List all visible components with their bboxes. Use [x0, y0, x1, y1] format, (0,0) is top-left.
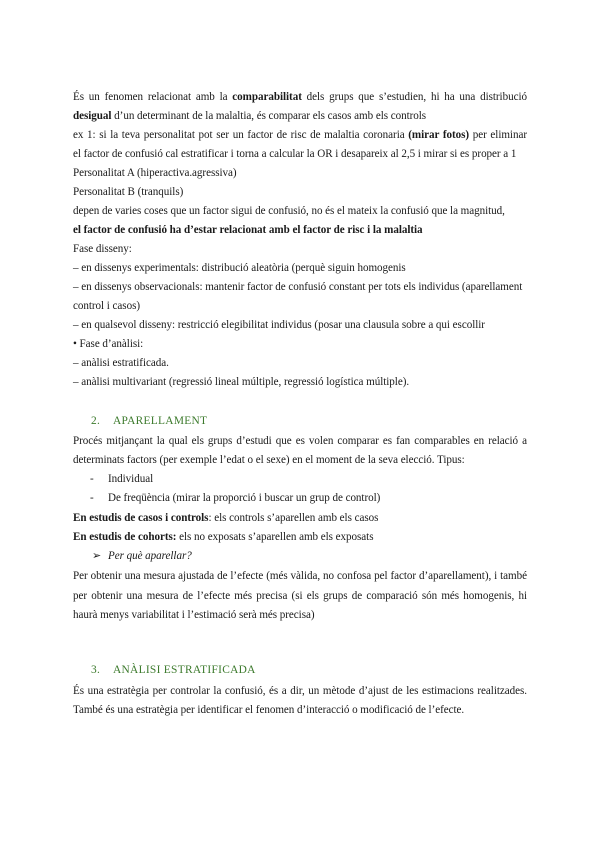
text-fragment: per eliminar — [469, 129, 527, 141]
personalitat-a: Personalitat A (hiperactiva.agressiva) — [73, 167, 237, 179]
estudis-casos-controls — [73, 511, 527, 525]
dash-bullet: - — [90, 492, 94, 504]
analisi-multivariant: – anàlisi multivariant (regressió lineal múltiple, regressió logística múltiple). — [73, 376, 410, 388]
tipus-individual — [90, 472, 544, 486]
obtenir-line-1: Per obtenir una mesura ajustada de l’efecte (més vàlida, no confosa pel factor d’aparellament), i també — [73, 570, 527, 582]
proces-line-1: Procés mitjançant la qual els grups d’estudi que es volen comparar es fan comparables en relació a — [73, 435, 527, 447]
bold-term-casos-controls: En estudis de casos i controls — [73, 512, 209, 524]
text-fragment: ex 1: si la teva personalitat pot ser un factor de risc de malaltia coronaria — [73, 129, 409, 141]
bold-term-desigual: desigual — [73, 110, 112, 122]
obtenir-line-2: per obtenir una mesura de l’efecte més precisa (si els grups de comparació són més homogenis, hi — [73, 590, 527, 602]
section-heading-aparellament — [91, 414, 545, 428]
factor-confusio-bold: el factor de confusió ha d’estar relacionat amb el factor de risc i la malaltia — [73, 224, 423, 236]
intro-line-1 — [73, 90, 527, 104]
proces-line-2: determinats factors (per exemple l’edat o el sexe) en el moment de la seva elecció. Tipus: — [73, 454, 465, 466]
example-line-2: el factor de confusió cal estratificar i torna a calcular la OR i desapareix al 2,5 i mirar si es proper a 1 — [73, 148, 517, 160]
section-number: 2. — [91, 415, 101, 427]
section-title: APARELLAMENT — [113, 415, 208, 427]
bold-term-comparabilitat: comparabilitat — [232, 91, 302, 103]
disseny-observacionals-2: control i casos) — [73, 300, 140, 312]
list-item-text: De freqüència (mirar la proporció i buscar un grup de control) — [108, 492, 381, 504]
per-que-aparellar — [92, 549, 546, 563]
text-fragment: dels grups que s’estudien, hi ha una distribució — [301, 91, 527, 103]
text-fragment: : els controls s’aparellen amb els casos — [208, 512, 379, 524]
list-item-text: Individual — [108, 473, 154, 485]
estrat-line-1: És una estratègia per controlar la confusió, és a dir, un mètode d’ajust de les estimacions realitzades. — [73, 685, 527, 697]
arrow-bullet-icon: ➢ — [92, 550, 102, 562]
depen-line: depen de varies coses que un factor sigui de confusió, no és el mateix la confusió que la magnitud, — [73, 205, 505, 217]
text-fragment: d’un determinant de la malaltia, és comparar els casos amb els controls — [111, 110, 427, 122]
text-fragment: És un fenomen relacionat amb la — [73, 91, 233, 103]
text-fragment: els no exposats s’aparellen amb els exposats — [176, 531, 374, 543]
section-title: ANÀLISI ESTRATIFICADA — [113, 664, 256, 676]
disseny-experimentals: – en dissenys experimentals: distribució aleatòria (perquè siguin homogenis — [73, 262, 406, 274]
italic-question: Per què aparellar? — [108, 550, 192, 562]
analisi-estratificada: – anàlisi estratificada. — [73, 357, 169, 369]
section-number: 3. — [91, 664, 101, 676]
intro-line-2 — [73, 109, 527, 123]
bold-term-cohorts: En estudis de cohorts: — [73, 531, 177, 543]
section-heading-analisi-estratificada — [91, 663, 545, 677]
estrat-line-2: També és una estratègia per identificar el fenomen d’interacció o modificació de l’efecte. — [73, 704, 465, 716]
bold-note-mirar-fotos: (mirar fotos) — [408, 129, 470, 141]
fase-disseny: Fase disseny: — [73, 243, 132, 255]
disseny-observacionals-1: – en dissenys observacionals: mantenir factor de confusió constant per tots els individus (aparellament — [73, 281, 523, 293]
disseny-qualsevol: – en qualsevol disseny: restricció elegibilitat individus (posar una clausula sobre a qui escollir — [73, 319, 485, 331]
example-line-1 — [73, 128, 527, 142]
personalitat-b: Personalitat B (tranquils) — [73, 186, 184, 198]
dash-bullet: - — [90, 473, 94, 485]
estudis-cohorts — [73, 530, 527, 544]
tipus-frequencia — [90, 491, 544, 505]
obtenir-line-3: haurà menys variabilitat i l’estimació serà més precisa) — [73, 609, 315, 621]
fase-analisi: • Fase d’anàlisi: — [73, 338, 144, 350]
